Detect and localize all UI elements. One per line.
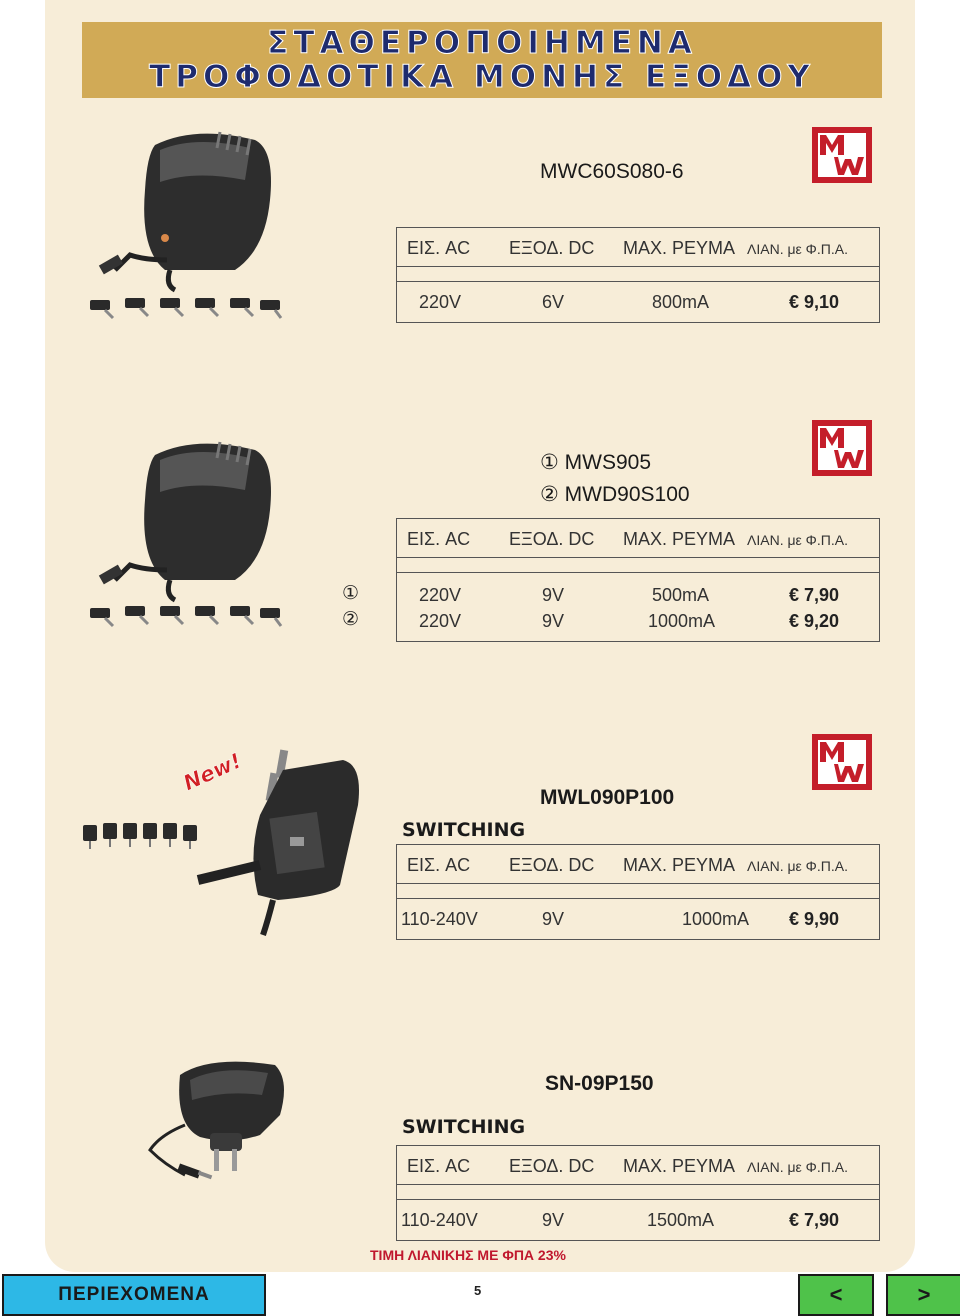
row-current: 1000mA xyxy=(648,611,716,631)
type-label: SWITCHING xyxy=(402,1116,526,1138)
row-price: € 9,20 xyxy=(789,611,840,631)
col-input-header: ΕΙΣ. AC xyxy=(407,238,471,258)
model-marker-2: ② xyxy=(540,483,559,506)
row-price: € 7,90 xyxy=(789,585,840,605)
page-header xyxy=(82,22,882,98)
adapter-photo-2 xyxy=(85,430,285,640)
spec-row xyxy=(397,1200,879,1240)
row-input: 220V xyxy=(419,611,462,631)
spec-table-2 xyxy=(396,518,880,642)
mw-logo-icon xyxy=(810,125,874,185)
row-input: 110-240V xyxy=(401,909,478,929)
col-current-header: ΜΑΧ. ΡΕΥΜΑ xyxy=(623,238,736,258)
row-marker-2: ② xyxy=(342,609,360,630)
row-current: 800mA xyxy=(652,292,710,312)
col-current-header: ΜΑΧ. ΡΕΥΜΑ xyxy=(623,1156,736,1176)
adapter-photo-1 xyxy=(85,120,285,330)
row-price: € 9,10 xyxy=(789,292,840,312)
row-price: € 9,90 xyxy=(789,909,840,929)
row-input: 110-240V xyxy=(401,1210,478,1230)
col-price-header: ΛΙΑΝ. με Φ.Π.Α. xyxy=(747,532,848,548)
new-badge: New! xyxy=(179,748,246,796)
adapter-photo-4 xyxy=(140,1055,300,1195)
spec-row xyxy=(397,282,879,322)
model-name-2 xyxy=(540,482,690,507)
spec-table-header xyxy=(397,845,879,884)
row-output: 9V xyxy=(542,611,565,631)
col-price-header: ΛΙΑΝ. με Φ.Π.Α. xyxy=(747,241,848,257)
mw-logo-icon xyxy=(810,732,874,792)
spec-table-1 xyxy=(396,227,880,323)
row-price: € 7,90 xyxy=(789,1210,840,1230)
spec-table-4 xyxy=(396,1145,880,1241)
col-input-header: ΕΙΣ. AC xyxy=(407,529,471,549)
spec-row xyxy=(397,607,879,641)
col-current-header: ΜΑΧ. ΡΕΥΜΑ xyxy=(623,529,736,549)
row-output: 9V xyxy=(542,585,565,605)
header-title-line-2: ΤΡΟΦΟΔΟΤΙΚΑ ΜΟΝΗΣ ΕΞΟΔΟΥ xyxy=(149,59,815,95)
row-input: 220V xyxy=(419,585,462,605)
row-current: 1500mA xyxy=(647,1210,715,1230)
row-output: 6V xyxy=(542,292,565,312)
row-input: 220V xyxy=(419,292,462,312)
previous-page-button[interactable]: < xyxy=(798,1274,874,1316)
spec-table-header xyxy=(397,228,879,267)
contents-button[interactable]: ΠΕΡΙΕΧΟΜΕΝΑ xyxy=(2,1274,266,1316)
spec-table-header xyxy=(397,519,879,558)
mw-logo xyxy=(810,732,874,792)
next-page-button[interactable]: > xyxy=(886,1274,960,1316)
header-title-line-1: ΣΤΑΘΕΡΟΠΟΙΗΜΕΝΑ xyxy=(267,25,697,61)
row-marker-1: ① xyxy=(342,583,360,604)
spec-table-3 xyxy=(396,844,880,940)
spec-row xyxy=(397,581,879,607)
col-input-header: ΕΙΣ. AC xyxy=(407,1156,471,1176)
col-current-header: ΜΑΧ. ΡΕΥΜΑ xyxy=(623,855,736,875)
row-output: 9V xyxy=(542,1210,565,1230)
spec-table-divider xyxy=(397,558,879,573)
model-name-1 xyxy=(540,450,651,475)
type-label: SWITCHING xyxy=(402,819,526,841)
model-name: SN-09P150 xyxy=(545,1072,654,1095)
model-name-text-2: MWD90S100 xyxy=(564,483,690,506)
page-number: 5 xyxy=(474,1283,482,1298)
mw-logo-icon xyxy=(810,418,874,478)
col-output-header: ΕΞΟΔ. DC xyxy=(509,238,595,258)
col-output-header: ΕΞΟΔ. DC xyxy=(509,855,595,875)
spec-table-divider xyxy=(397,1185,879,1200)
model-name-text-1: MWS905 xyxy=(564,451,652,474)
footer-price-note: ΤΙΜΗ ΛΙΑΝΙΚΗΣ ΜΕ ΦΠΑ 23% xyxy=(370,1247,566,1263)
spec-table-header xyxy=(397,1146,879,1185)
spec-table-divider xyxy=(397,884,879,899)
col-output-header: ΕΞΟΔ. DC xyxy=(509,529,595,549)
spec-row xyxy=(397,899,879,939)
col-price-header: ΛΙΑΝ. με Φ.Π.Α. xyxy=(747,1159,848,1175)
mw-logo xyxy=(810,418,874,478)
model-marker-1: ① xyxy=(540,451,559,474)
col-price-header: ΛΙΑΝ. με Φ.Π.Α. xyxy=(747,858,848,874)
row-current: 500mA xyxy=(652,585,710,605)
adapter-photo-3 xyxy=(78,745,368,940)
mw-logo xyxy=(810,125,874,185)
col-input-header: ΕΙΣ. AC xyxy=(407,855,471,875)
spec-table-divider xyxy=(397,267,879,282)
row-current: 1000mA xyxy=(682,909,750,929)
model-name: MWL090P100 xyxy=(540,786,675,809)
model-name: MWC60S080-6 xyxy=(540,160,684,183)
col-output-header: ΕΞΟΔ. DC xyxy=(509,1156,595,1176)
row-output: 9V xyxy=(542,909,565,929)
